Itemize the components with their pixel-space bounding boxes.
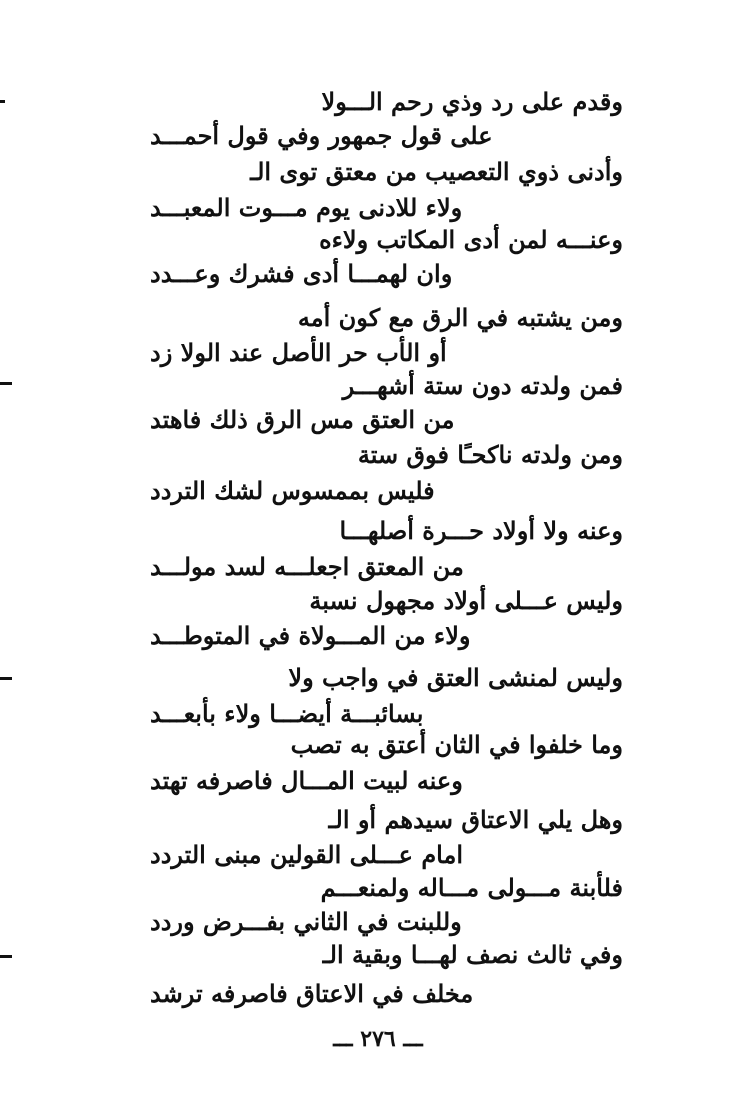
verse-line-1: وقدم على رد وذي رحم الـــولا <box>321 87 623 116</box>
verse-line-16: ولاء من المـــولاة في المتوطـــد <box>150 621 471 650</box>
verse-line-24: وللبنت في الثاني بفـــرض وردد <box>150 907 462 936</box>
verse-line-19: وما خلفوا في الثان أعتق به تصب <box>290 730 623 759</box>
verse-line-9: فمن ولدته دون ستة أشهـــر <box>342 371 623 400</box>
verse-line-7: ومن يشتبه في الرق مع كون أمه <box>297 303 623 332</box>
verse-line-18: بسائبـــة أيضـــا ولاء بأبعـــد <box>150 699 424 728</box>
verse-line-21: وهل يلي الاعتاق سيدهم أو الـ <box>328 805 623 834</box>
verse-line-20: وعنه لبيت المـــال فاصرفه تهتد <box>150 766 463 795</box>
binding-mark <box>0 382 12 385</box>
verse-line-12: فليس بممسوس لشك التردد <box>150 476 435 505</box>
verse-line-10: من العتق مس الرق ذلك فاهتد <box>150 405 455 434</box>
verse-line-6: وان لهمـــا أدى فشرك وعـــدد <box>150 259 453 288</box>
verse-line-26: مخلف في الاعتاق فاصرفه ترشد <box>150 979 474 1008</box>
verse-line-25: وفي ثالث نصف لهـــا وبقية الـ <box>322 940 623 969</box>
verse-line-11: ومن ولدته ناكحـًا فوق ستة <box>357 440 623 469</box>
verse-line-4: ولاء للادنى يوم مـــوت المعبـــد <box>150 193 463 222</box>
verse-line-22: امام عـــلى القولين مبنى التردد <box>150 840 464 869</box>
verse-line-14: من المعتق اجعلـــه لسد مولـــد <box>150 552 464 581</box>
page-number: ـــ ٢٧٦ ـــ <box>333 1026 423 1052</box>
verse-line-15: وليس عـــلى أولاد مجهول نسبة <box>309 586 623 615</box>
verse-line-17: وليس لمنشى العتق في واجب ولا <box>288 663 623 692</box>
verse-line-23: فلأبنة مـــولى مـــاله ولمنعـــم <box>320 873 623 902</box>
verse-line-3: وأدنى ذوي التعصيب من معتق توى الـ <box>250 157 623 186</box>
verse-line-2: على قول جمهور وفي قول أحمـــد <box>150 121 493 150</box>
binding-mark <box>0 677 12 680</box>
binding-mark <box>0 955 12 958</box>
verse-line-5: وعنـــه لمن أدى المكاتب ولاءه <box>319 225 623 254</box>
verse-line-13: وعنه ولا أولاد حـــرة أصلهـــا <box>339 516 623 545</box>
verse-line-8: أو الأب حر الأصل عند الولا زد <box>150 338 447 367</box>
binding-mark <box>0 100 5 103</box>
